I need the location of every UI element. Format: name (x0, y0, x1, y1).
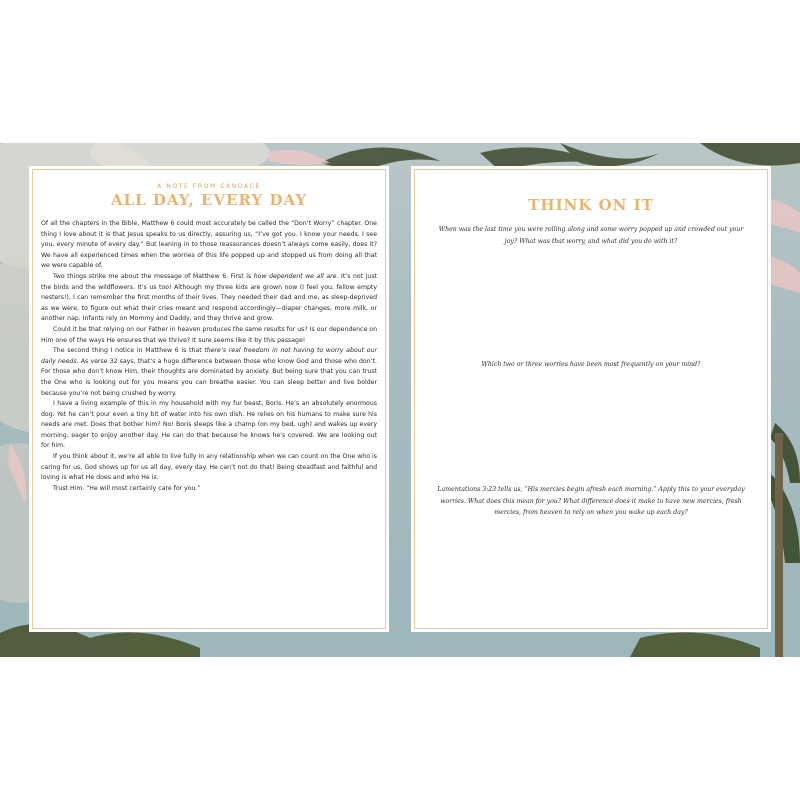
left-page-kicker: A NOTE FROM CANDACE (157, 183, 261, 190)
text-run: Of all the chapters in the Bible, Matthew 6 could most accurately be called the “Don’t Worry” chapter. One thing I love about it is that Jesus speaks to us directly, assuring us, “I’ve got you. I know your needs. I see you, every minute of every day.” But leaning in to those reassurances doesn’t always come easily, does it? We have all experienced times when the worries of this life popped up and stopped us from doing all that we were capable of. (41, 220, 377, 270)
right-page (411, 166, 771, 632)
reflection-question-2: Which two or three worries have been most frequently on your mind? (481, 361, 701, 368)
italic-run: there’s real freedom in not having to worry about our daily needs (41, 347, 377, 365)
text-run: The second thing I notice in Matthew 6 is that (53, 347, 205, 355)
reflection-question-1: When was the last time you were rolling along and some worry popped up and crowded out your joy? What was that worry, and what did you do with it? (438, 226, 744, 245)
text-run: Trust Him. “He will most certainly care for you.” (53, 484, 201, 492)
right-page-title: THINK ON IT (528, 196, 654, 214)
left-page-body (41, 219, 377, 494)
body-paragraph (41, 325, 377, 346)
reflection-question-3: Lamentations 3:23 tells us, “His mercies begin afresh each morning.” Apply this to your everyday worries. What does this mean for you? What difference does it make to have new mercies, fresh mercies, from heaven to rely on when you wake up each day? (437, 486, 745, 517)
body-paragraph (41, 484, 377, 495)
left-page-title: ALL DAY, EVERY DAY (110, 191, 308, 209)
body-paragraph (41, 399, 377, 452)
italic-run: how dependent we all are (253, 272, 337, 280)
body-paragraph (41, 452, 377, 484)
left-page (29, 166, 389, 632)
text-run: Could it be that relying on our Father in heaven produces the same results for us? Is our dependence on Him one of the ways He ensures that we thrive? It sure seems like it by this passage! (41, 325, 377, 344)
book-spread (0, 143, 800, 657)
text-run: I have a living example of this in my household with my fur beast, Boris. He’s an absolutely enormous dog. Yet he can’t pour even a tiny bit of water into his own dish. He relies on his humans to make sure his needs are met. Does that bother him? No! Boris sleeps like a champ (on my bed, ugh) and wakes up every morning, eager to enjoy another day. He can do that because he knows he’s covered. We are looking out for him. (41, 400, 377, 450)
body-paragraph (41, 219, 377, 272)
text-run: Two things strike me about the message of Matthew 6. First is (53, 272, 254, 280)
text-run: . As verse 32 says, that’s a huge difference between those who know God and those who don’t. For those who don’t know Him, their thoughts are dominated by anxiety. But being sure that you can trust the One who is looking out for you means you can breathe easier. You can sleep better and live bolder because you’re not being crushed by worry. (41, 357, 377, 397)
text-run: If you think about it, we’re all able to live fully in any relationship when we can count on the One who is caring for us. God shows up for us all day, every day. He can’t not do that! Being steadfast and faithful and loving is what He does and who He is. (41, 453, 377, 482)
body-paragraph (41, 346, 377, 399)
body-paragraph (41, 272, 377, 325)
text-run: . It’s not just the birds and the wildflowers. It’s us too! Although my three kids are grown now (I feel you, fellow empty nesters!), I can remember the first months of their lives. They needed their dad and me, as sleep-deprived as we were, to figure out what their cries meant and respond accordingly—diaper changes, more milk, or another nap. Infants rely on Mommy and Daddy, and they thrive and grow. (41, 272, 377, 323)
